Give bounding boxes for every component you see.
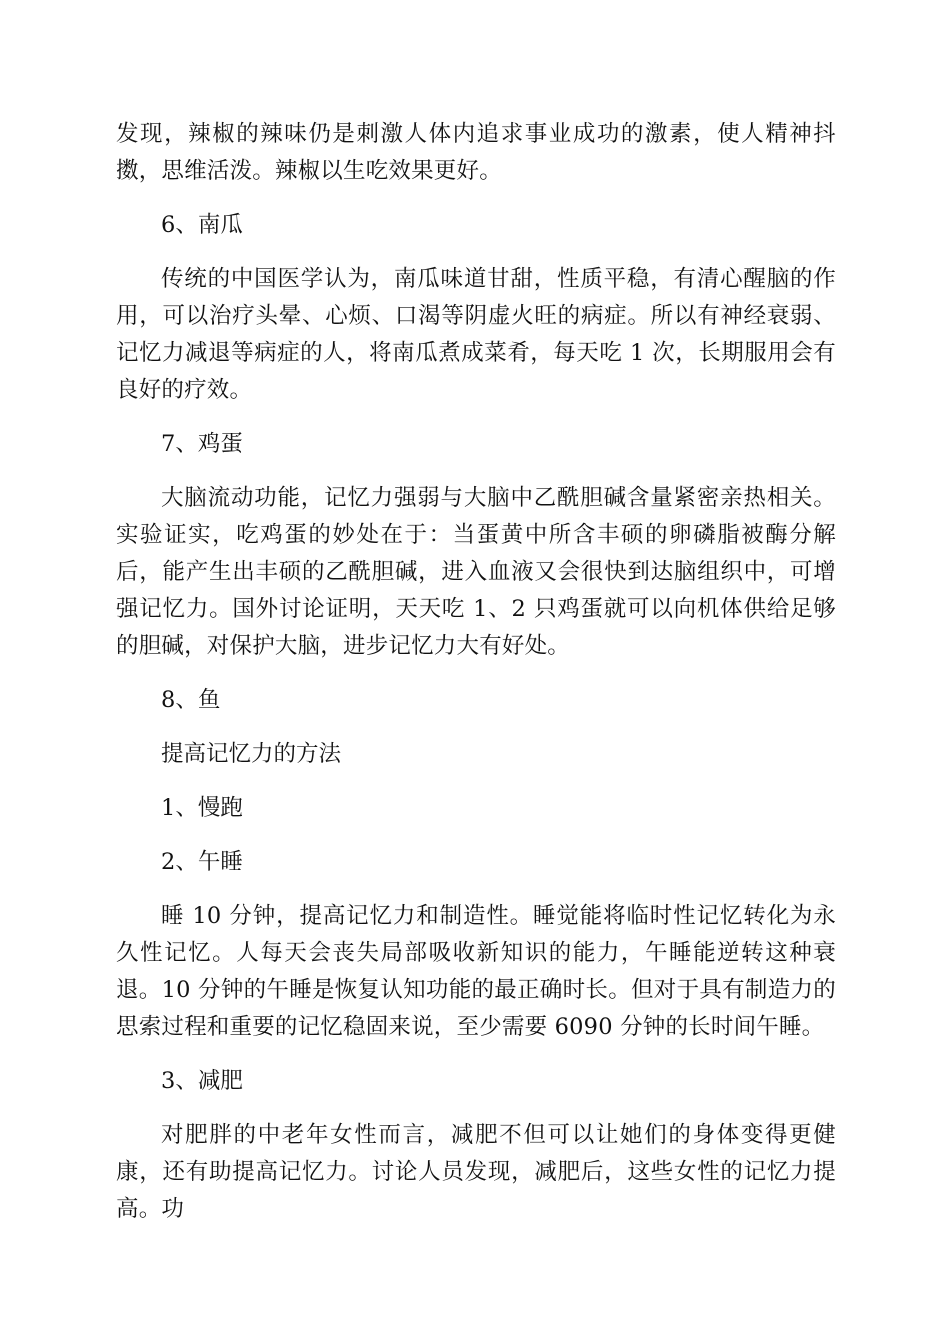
heading-memory-methods: 提高记忆力的方法 [161,741,342,767]
heading-fish: 8、鱼 [161,687,221,713]
heading-egg: 7、鸡蛋 [161,431,243,457]
heading-weight-loss: 3、减肥 [161,1068,243,1094]
document-page [116,116,836,1228]
paragraph-nap: 睡 10 分钟，提高记忆力和制造性。睡觉能将临时性记忆转化为永久性记忆。人每天会丧失局部吸收新知识的能力，午睡能逆转这种衰退。10 分钟的午睡是恢复认知功能的最正确时长。但对于具有制造力的思索过程和重要的记忆稳固来说，至少需要 6090 分钟的长时间午睡。 [116,903,836,1040]
paragraph-intro: 发现，辣椒的辣味仍是刺激人体内追求事业成功的激素，使人精神抖擞，思维活泼。辣椒以生吃效果更好。 [116,121,836,184]
paragraph-pumpkin: 传统的中国医学认为，南瓜味道甘甜，性质平稳，有清心醒脑的作用，可以治疗头晕、心烦、口渴等阴虚火旺的病症。所以有神经衰弱、记忆力减退等病症的人，将南瓜煮成菜肴，每天吃 1 次，长期服用会有良好的疗效。 [116,266,836,403]
paragraph-egg: 大脑流动功能，记忆力强弱与大脑中乙酰胆碱含量紧密亲热相关。实验证实，吃鸡蛋的妙处在于：当蛋黄中所含丰硕的卵磷脂被酶分解后，能产生出丰硕的乙酰胆碱，进入血液又会很快到达脑组织中，可增强记忆力。国外讨论证明，天天吃 1、2 只鸡蛋就可以向机体供给足够的胆碱，对保护大脑，进步记忆力大有好处。 [116,485,836,659]
heading-pumpkin: 6、南瓜 [161,212,243,238]
heading-nap: 2、午睡 [161,849,243,875]
paragraph-weight-loss: 对肥胖的中老年女性而言，减肥不但可以让她们的身体变得更健康，还有助提高记忆力。讨论人员发现，减肥后，这些女性的记忆力提高。功 [116,1122,836,1222]
heading-jogging: 1、慢跑 [161,795,243,821]
